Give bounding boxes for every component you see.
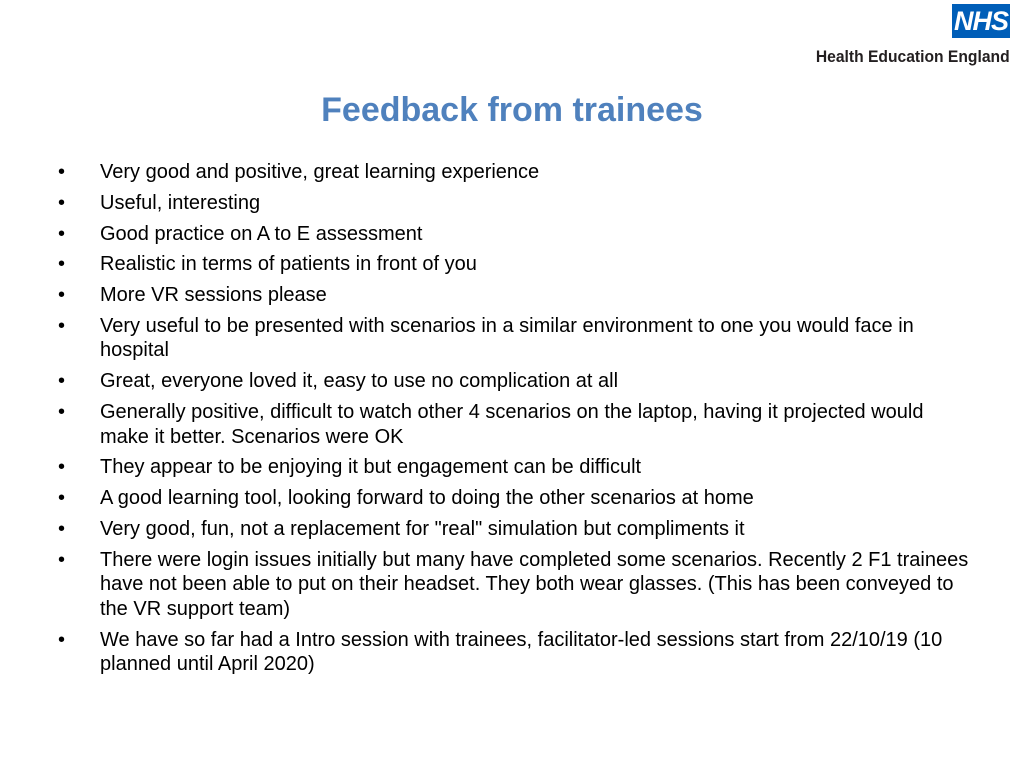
bullet-icon: • [58,191,66,214]
feedback-item [52,160,972,185]
feedback-item [52,191,972,216]
feedback-text: Realistic in terms of patients in front of you [100,253,477,276]
feedback-text: Good practice on A to E assessment [100,222,423,245]
feedback-text: Generally positive, difficult to watch other 4 scenarios on the laptop, having it projected would make it better. Scenarios were OK [100,401,924,448]
feedback-text: More VR sessions please [100,284,327,307]
feedback-item [52,222,972,247]
bullet-icon: • [58,370,66,393]
feedback-item [52,486,972,511]
feedback-item [52,628,972,677]
nhs-hee-logo [782,4,1012,70]
nhs-logo-badge: NHS [953,6,1008,36]
bullet-icon: • [58,253,66,276]
organisation-name: Health Education England [816,47,1010,66]
bullet-icon: • [58,161,66,183]
feedback-text: Useful, interesting [100,191,261,214]
feedback-list [52,160,972,683]
feedback-item [52,252,972,277]
feedback-text: Very good and positive, great learning experience [100,161,540,183]
bullet-icon: • [58,487,66,510]
bullet-icon: • [58,548,66,571]
bullet-icon: • [58,456,66,479]
feedback-item [52,548,972,622]
bullet-icon: • [58,517,66,540]
feedback-text: There were login issues initially but many have completed some scenarios. Recently 2 F1 trainees have not been able to put on their headset. They both wear glasses. (This has been conveyed to the VR support team) [100,548,969,620]
feedback-text: They appear to be enjoying it but engagement can be difficult [100,456,642,479]
feedback-text: A good learning tool, looking forward to doing the other scenarios at home [100,487,754,510]
feedback-text: We have so far had a Intro session with trainees, facilitator-led sessions start from 22/10/19 (10 planned until April 2020) [100,628,943,676]
bullet-icon: • [58,222,66,245]
bullet-icon: • [58,401,66,424]
feedback-item [52,369,972,394]
feedback-text: Very good, fun, not a replacement for "real" simulation but compliments it [100,517,745,540]
bullet-icon: • [58,628,66,651]
feedback-text: Great, everyone loved it, easy to use no complication at all [100,370,619,393]
feedback-item [52,455,972,480]
feedback-item [52,517,972,542]
feedback-item [52,314,972,363]
feedback-item [52,400,972,449]
bullet-icon: • [58,314,66,337]
feedback-item [52,283,972,308]
slide-title: Feedback from trainees [321,91,703,129]
feedback-text: Very useful to be presented with scenarios in a similar environment to one you would face in hospital [100,314,914,362]
bullet-icon: • [58,284,66,307]
